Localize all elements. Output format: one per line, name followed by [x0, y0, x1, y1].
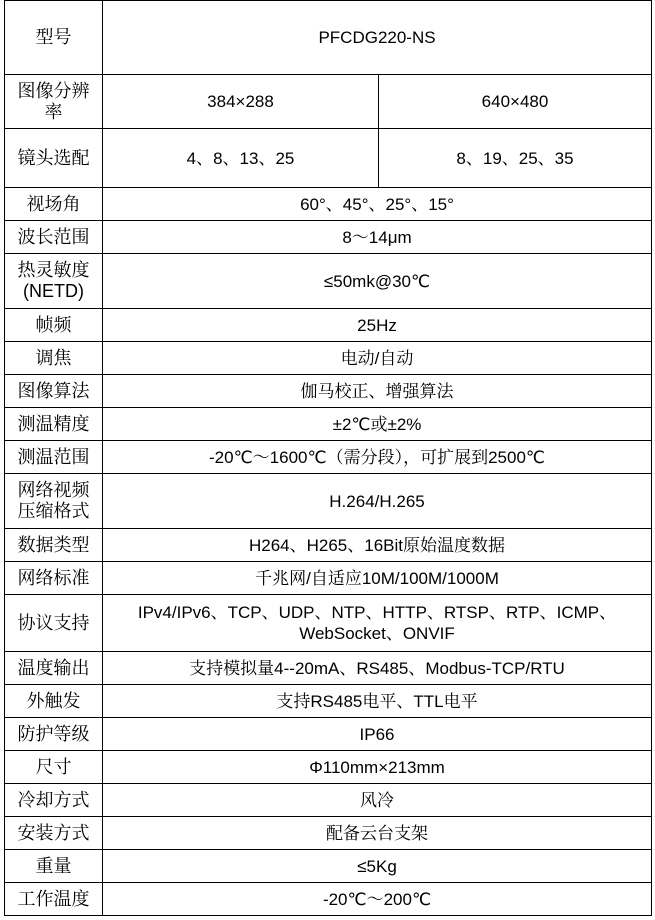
label-trigger: 外触发: [5, 685, 103, 718]
label-frame-rate: 帧频: [5, 309, 103, 342]
label-focus: 调焦: [5, 342, 103, 375]
label-network: 网络标准: [5, 562, 103, 595]
value-compression: H.264/H.265: [103, 474, 652, 529]
row-weight: [5, 850, 652, 883]
value-cooling: 风冷: [103, 784, 652, 817]
value-protection: IP66: [103, 718, 652, 751]
label-mounting: 安装方式: [5, 817, 103, 850]
row-work-temp: [5, 883, 652, 916]
label-accuracy: 测温精度: [5, 408, 103, 441]
row-resolution: [5, 75, 652, 129]
row-accuracy: [5, 408, 652, 441]
label-cooling: 冷却方式: [5, 784, 103, 817]
label-model: 型号: [5, 1, 103, 75]
value-wavelength: 8～14μm: [103, 221, 652, 254]
row-data-types: [5, 529, 652, 562]
row-size: [5, 751, 652, 784]
label-work-temp: 工作温度: [5, 883, 103, 916]
value-accuracy: ±2℃或±2%: [103, 408, 652, 441]
label-protocols: 协议支持: [5, 595, 103, 652]
value-algorithm: 伽马校正、增强算法: [103, 375, 652, 408]
row-frame-rate: [5, 309, 652, 342]
row-cooling: [5, 784, 652, 817]
value-protocols: IPv4/IPv6、TCP、UDP、NTP、HTTP、RTSP、RTP、ICMP、WebSocket、ONVIF: [103, 595, 652, 652]
value-frame-rate: 25Hz: [103, 309, 652, 342]
value-model: PFCDG220-NS: [103, 1, 652, 75]
label-resolution: 图像分辨率: [5, 75, 103, 129]
row-algorithm: [5, 375, 652, 408]
label-wavelength: 波长范围: [5, 221, 103, 254]
label-lens: 镜头选配: [5, 129, 103, 188]
value-lens-a: 4、8、13、25: [103, 129, 379, 188]
label-size: 尺寸: [5, 751, 103, 784]
row-model: [5, 1, 652, 75]
label-compression: 网络视频压缩格式: [5, 474, 103, 529]
value-temp-range: -20℃～1600℃（需分段），可扩展到2500℃: [103, 441, 652, 474]
label-temp-range: 测温范围: [5, 441, 103, 474]
row-compression: [5, 474, 652, 529]
value-mounting: 配备云台支架: [103, 817, 652, 850]
label-weight: 重量: [5, 850, 103, 883]
row-lens: [5, 129, 652, 188]
row-trigger: [5, 685, 652, 718]
value-focus: 电动/自动: [103, 342, 652, 375]
row-temp-output: [5, 652, 652, 685]
row-wavelength: [5, 221, 652, 254]
label-algorithm: 图像算法: [5, 375, 103, 408]
row-temp-range: [5, 441, 652, 474]
label-fov: 视场角: [5, 188, 103, 221]
value-work-temp: -20℃～200℃: [103, 883, 652, 916]
row-netd: [5, 254, 652, 309]
label-data-types: 数据类型: [5, 529, 103, 562]
spec-table: [4, 0, 652, 916]
row-protocols: [5, 595, 652, 652]
label-netd: 热灵敏度(NETD): [5, 254, 103, 309]
row-network: [5, 562, 652, 595]
label-protection: 防护等级: [5, 718, 103, 751]
value-temp-output: 支持模拟量4--20mA、RS485、Modbus-TCP/RTU: [103, 652, 652, 685]
value-resolution-a: 384×288: [103, 75, 379, 129]
value-lens-b: 8、19、25、35: [379, 129, 652, 188]
label-temp-output: 温度输出: [5, 652, 103, 685]
row-mounting: [5, 817, 652, 850]
value-data-types: H264、H265、16Bit原始温度数据: [103, 529, 652, 562]
value-size: Φ110mm×213mm: [103, 751, 652, 784]
value-resolution-b: 640×480: [379, 75, 652, 129]
value-network: 千兆网/自适应10M/100M/1000M: [103, 562, 652, 595]
value-weight: ≤5Kg: [103, 850, 652, 883]
value-trigger: 支持RS485电平、TTL电平: [103, 685, 652, 718]
value-fov: 60°、45°、25°、15°: [103, 188, 652, 221]
row-protection: [5, 718, 652, 751]
value-netd: ≤50mk@30℃: [103, 254, 652, 309]
row-fov: [5, 188, 652, 221]
row-focus: [5, 342, 652, 375]
